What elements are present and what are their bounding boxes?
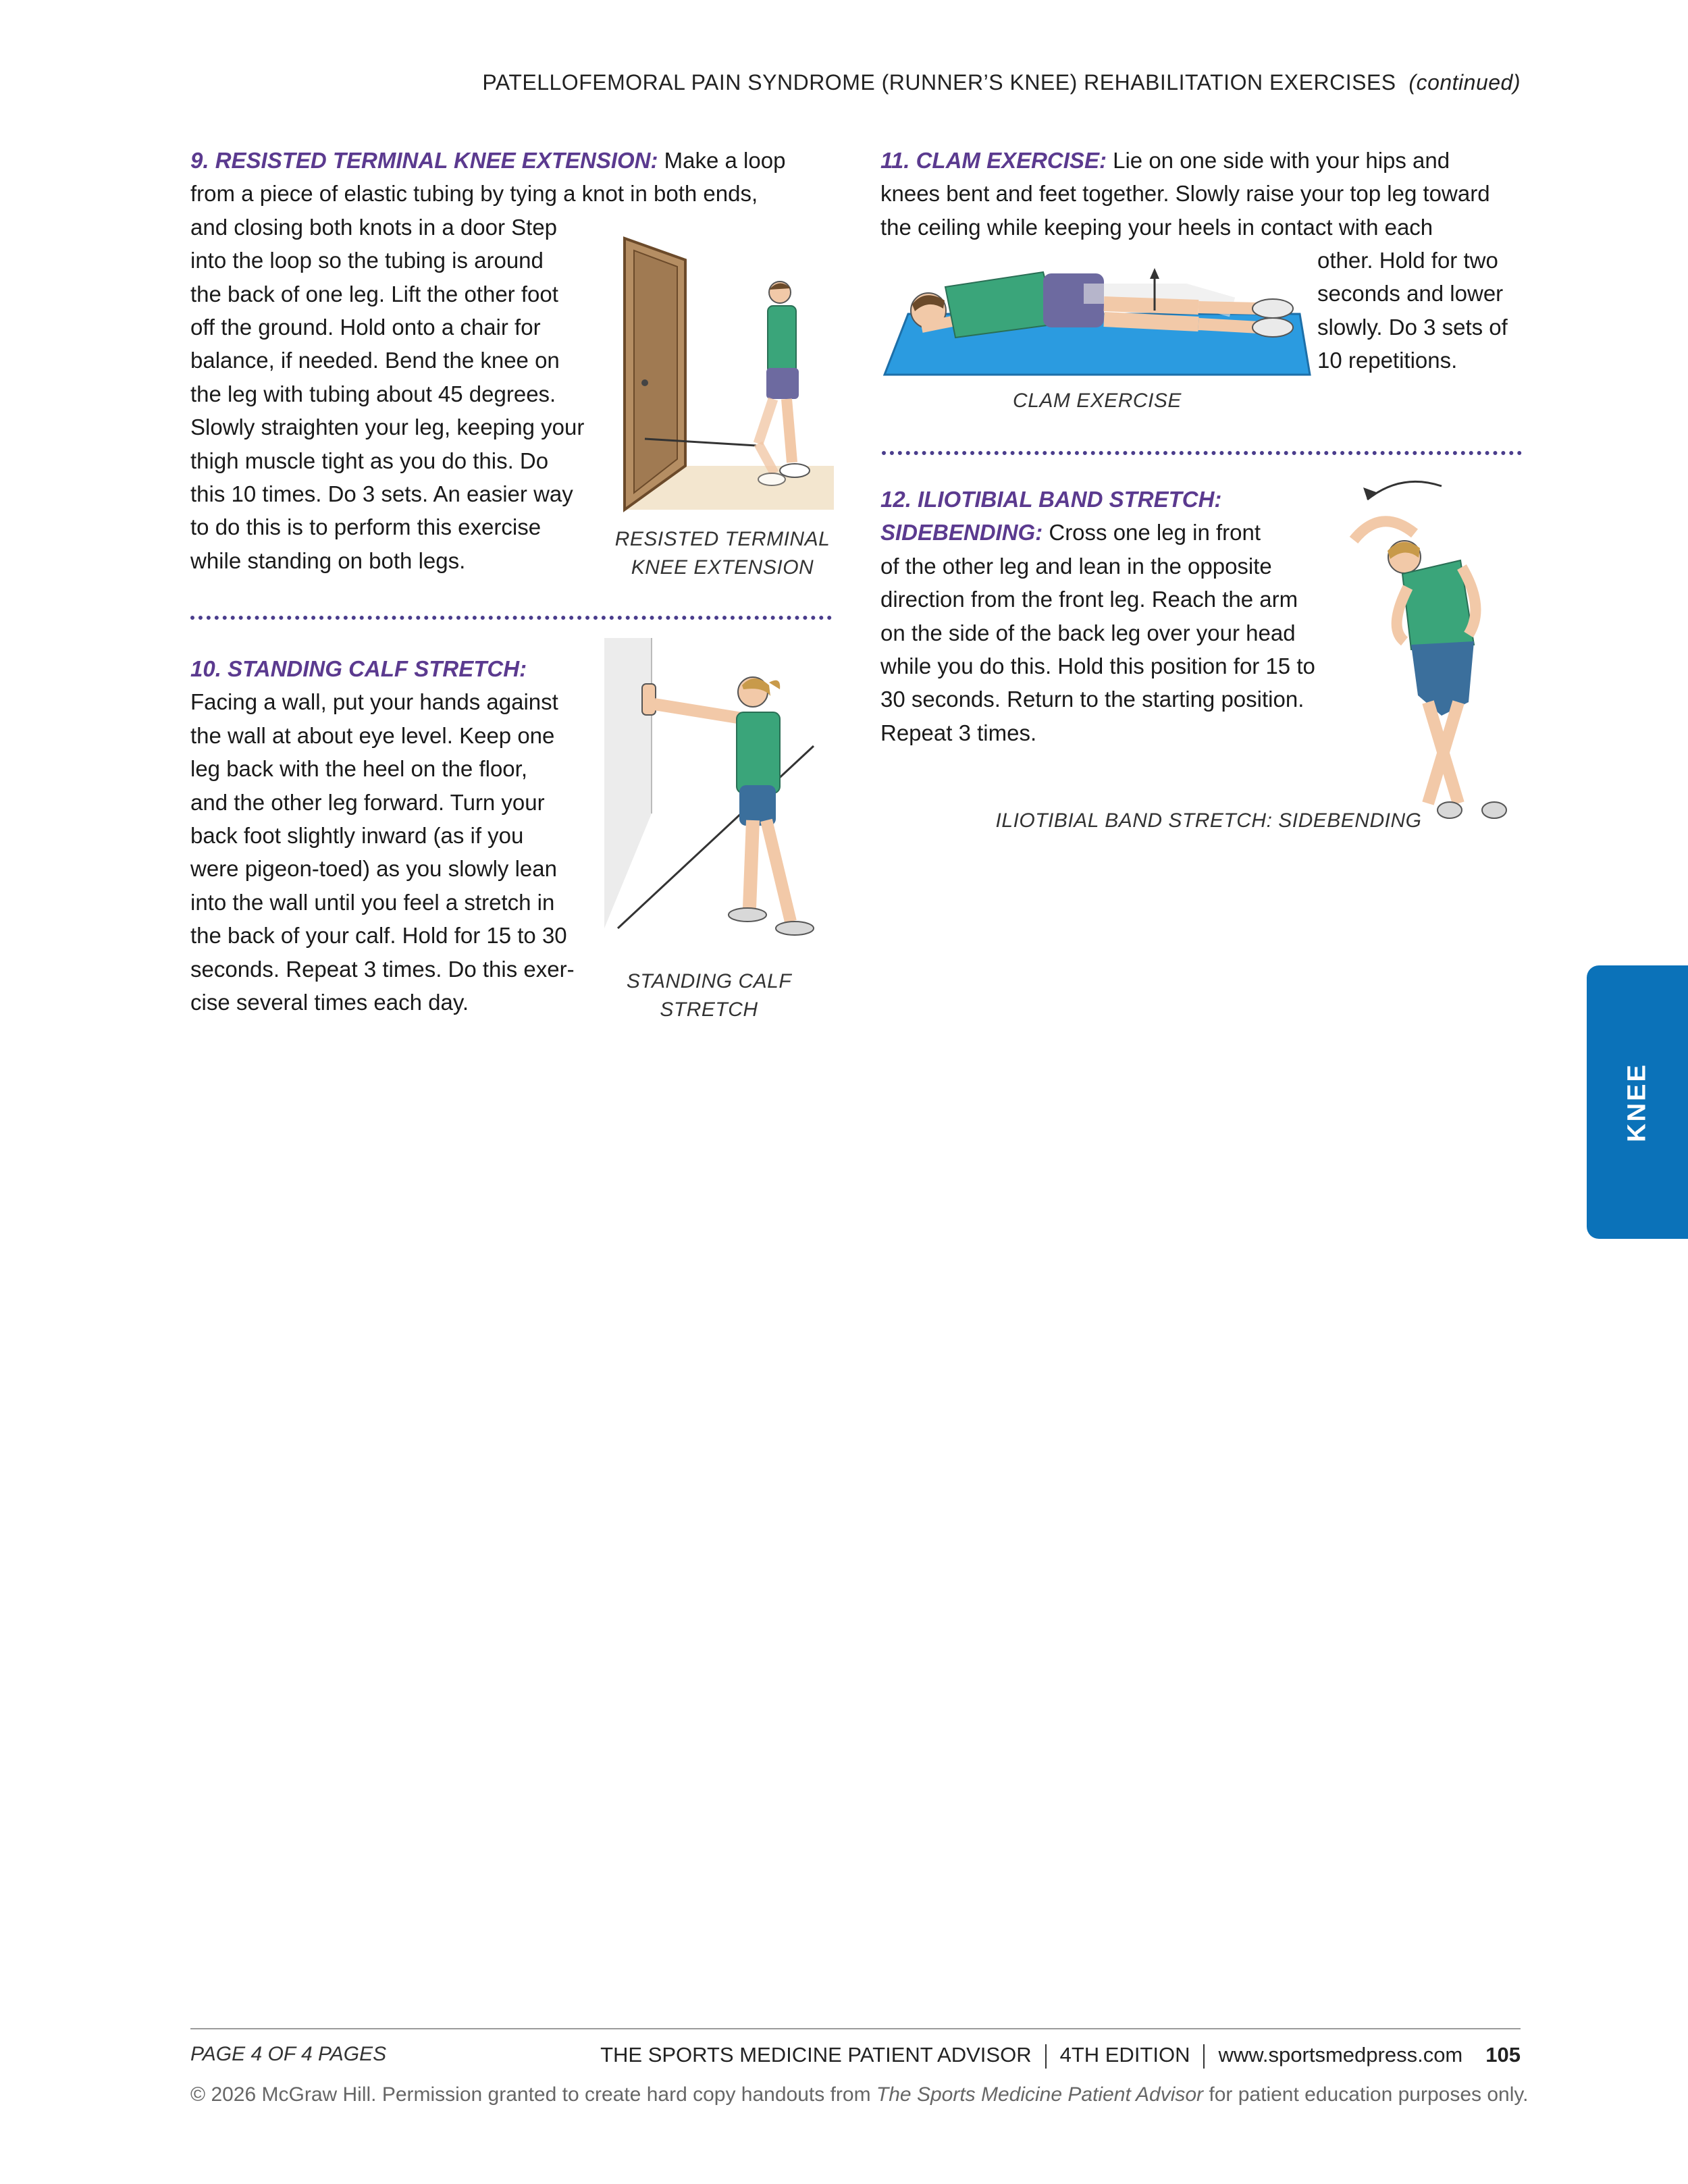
text-line: Lie on one side with your hips and: [1113, 148, 1450, 173]
text-line: into the wall until you feel a stretch in: [190, 889, 555, 915]
text-line: slowly. Do 3 sets of: [1317, 314, 1508, 340]
text-line: from a piece of elastic tubing by tying a knot in both ends,: [190, 181, 758, 207]
exercise-9-caption: [608, 525, 837, 582]
text-line: and closing both knots in a door Step: [190, 214, 558, 240]
exercise-12-caption: ILIOTIBIAL BAND STRETCH: SIDEBENDING: [995, 809, 1422, 832]
text-line: cise several times each day.: [190, 990, 469, 1015]
section-divider: [190, 616, 832, 620]
text-line: Cross one leg in front: [1049, 520, 1261, 545]
footer-divider: [190, 2028, 1521, 2029]
text-line: on the side of the back leg over your head: [880, 620, 1296, 645]
text-line: the leg with tubing about 45 degrees.: [190, 381, 556, 406]
copyright-suffix: for patient education purposes only.: [1209, 2083, 1529, 2106]
section-tab-label: KNEE: [1623, 1062, 1652, 1142]
text-line: were pigeon-toed) as you slowly lean: [190, 856, 557, 882]
text-line: Make a loop: [664, 148, 786, 173]
book-title: THE SPORTS MEDICINE PATIENT ADVISOR: [600, 2043, 1032, 2067]
page-number: 105: [1485, 2043, 1521, 2067]
caption-line: STANDING CALF: [626, 970, 792, 992]
resisted-knee-extension-illustration: [618, 233, 834, 516]
text-line: thigh muscle tight as you do this. Do: [190, 448, 549, 473]
edition: 4TH EDITION: [1059, 2043, 1190, 2067]
exercise-11-caption: CLAM EXERCISE: [1013, 390, 1182, 412]
copyright-book-title: The Sports Medicine Patient Advisor: [876, 2083, 1204, 2106]
text-line: knees bent and feet together. Slowly raise your top leg toward: [880, 181, 1490, 207]
text-line: balance, if needed. Bend the knee on: [190, 348, 560, 373]
section-divider: [882, 451, 1522, 455]
copyright-prefix: © 2026 McGraw Hill. Permission granted to create hard copy handouts from: [190, 2083, 871, 2106]
page-count: PAGE 4 OF 4 PAGES: [190, 2043, 387, 2065]
text-line: the wall at about eye level. Keep one: [190, 722, 555, 748]
exercise-9-heading: 9. RESISTED TERMINAL KNEE EXTENSION:: [190, 148, 658, 173]
footer-separator: [1045, 2044, 1047, 2069]
exercise-12-heading-sub: SIDEBENDING:: [880, 520, 1043, 545]
website-link[interactable]: www.sportsmedpress.com: [1218, 2043, 1463, 2067]
text-line: seconds and lower: [1317, 281, 1504, 307]
iliotibial-band-stretch-illustration: [1340, 473, 1523, 837]
page-header: [473, 70, 1521, 95]
text-line: Facing a wall, put your hands against: [190, 689, 558, 715]
clam-exercise-illustration: [881, 260, 1313, 378]
exercise-10-heading: 10. STANDING CALF STRETCH:: [190, 656, 527, 681]
copyright-notice: [190, 2083, 1529, 2106]
exercise-10-caption: [594, 967, 824, 1024]
text-line: of the other leg and lean in the opposite: [880, 553, 1272, 579]
text-line: to do this is to perform this exercise: [190, 514, 542, 540]
text-line: 30 seconds. Return to the starting position.: [880, 687, 1304, 712]
text-line: Slowly straighten your leg, keeping your: [190, 415, 585, 440]
footer-info: [540, 2043, 1521, 2069]
calf-stretch-illustration: [604, 638, 820, 949]
text-line: back foot slightly inward (as if you: [190, 823, 524, 849]
text-line: seconds. Repeat 3 times. Do this exer-: [190, 956, 575, 982]
exercise-12-text: [880, 483, 1315, 749]
text-line: and the other leg forward. Turn your: [190, 789, 545, 815]
text-line: the back of your calf. Hold for 15 to 30: [190, 923, 567, 949]
exercise-11-text: [880, 144, 1490, 244]
exercise-11-heading: 11. CLAM EXERCISE:: [880, 148, 1107, 173]
exercise-10-text: [190, 652, 575, 1019]
text-line: the back of one leg. Lift the other foot: [190, 281, 558, 307]
caption-line: STRETCH: [660, 998, 758, 1021]
text-line: 10 repetitions.: [1317, 348, 1458, 373]
text-line: off the ground. Hold onto a chair for: [190, 315, 541, 340]
text-line: the ceiling while keeping your heels in contact with each: [880, 214, 1433, 240]
exercise-12-heading: 12. ILIOTIBIAL BAND STRETCH:: [880, 487, 1222, 512]
text-line: into the loop so the tubing is around: [190, 248, 544, 273]
footer-separator: [1203, 2044, 1205, 2069]
text-line: leg back with the heel on the floor,: [190, 756, 527, 782]
header-continued: (continued): [1408, 70, 1521, 95]
exercise-11-text-continued: [1317, 244, 1508, 377]
caption-line: RESISTED TERMINAL: [614, 528, 830, 550]
caption-line: KNEE EXTENSION: [631, 556, 814, 579]
section-tab-knee: [1587, 965, 1688, 1239]
text-line: direction from the front leg. Reach the arm: [880, 587, 1298, 612]
text-line: this 10 times. Do 3 sets. An easier way: [190, 481, 573, 507]
text-line: Repeat 3 times.: [880, 720, 1037, 745]
text-line: other. Hold for two: [1317, 248, 1498, 273]
header-title: PATELLOFEMORAL PAIN SYNDROME (RUNNER’S KNEE) REHABILITATION EXERCISES: [482, 70, 1396, 95]
text-line: while you do this. Hold this position for 15 to: [880, 654, 1315, 679]
text-line: while standing on both legs.: [190, 548, 466, 573]
